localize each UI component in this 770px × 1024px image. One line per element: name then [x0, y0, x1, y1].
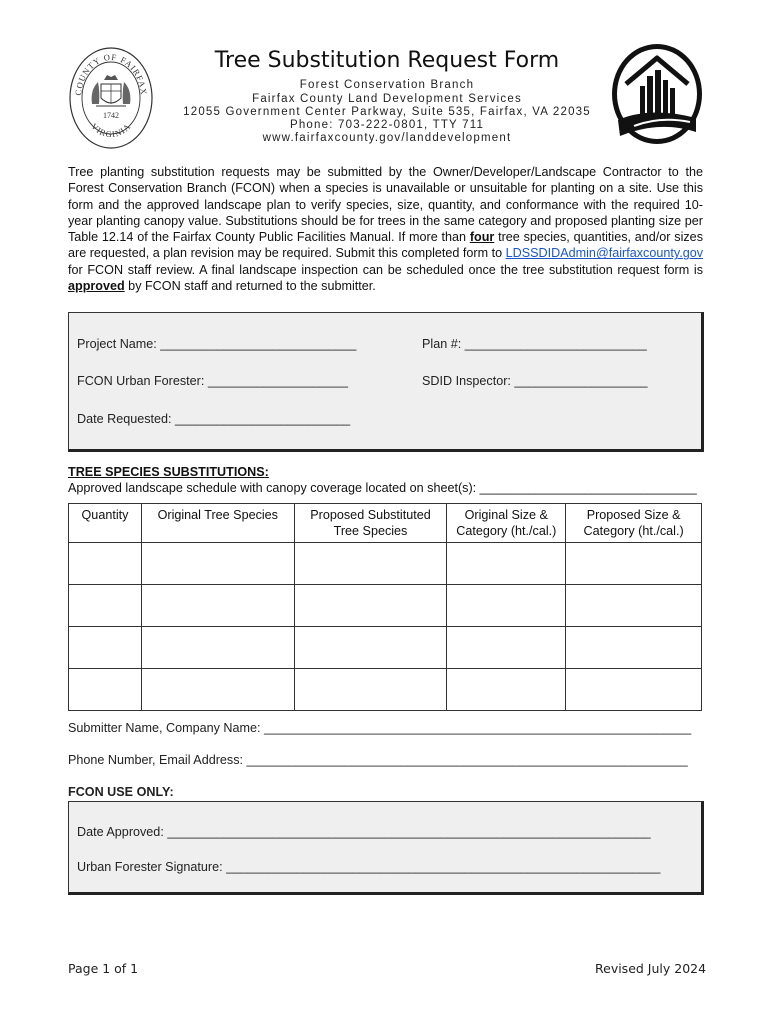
landscape-schedule-sheet-field[interactable]: Approved landscape schedule with canopy coverage located on sheet(s): _______________________________ — [68, 481, 697, 495]
form-title: Tree Substitution Request Form — [214, 48, 560, 73]
fcon-use-only-title: FCON USE ONLY: — [68, 785, 174, 799]
table-cell[interactable] — [69, 627, 142, 669]
intro-text-2: tree species, quantities, and/or sizes are requested, a plan revision may be required. Submit this completed form to — [68, 230, 703, 261]
intro-text-3: for FCON staff review. A final landscape inspection can be scheduled once the tree substitution request form is — [68, 262, 703, 277]
intro-text-1: Tree planting substitution requests may be submitted by the Owner/Developer/Landscape Contractor to the Forest Conservation Branch (FCON) when a species is unavailable or unsuitable for planting on a site. Use this form and the approved landscape plan to verify species, size, quantity, and conformance with the required 10-year planting canopy value. Substitutions should be for trees in the same category and proposed planting size per Table 12.14 of the Fairfax County Public Facilities Manual. If more than — [68, 165, 703, 245]
table-cell[interactable] — [566, 669, 702, 711]
urban-forester-signature-field[interactable]: Urban Forester Signature: ______________________________________________________________ — [77, 860, 661, 874]
branch-name: Forest Conservation Branch — [299, 79, 475, 91]
table-cell[interactable] — [69, 585, 142, 627]
submitter-name-company-field[interactable]: Submitter Name, Company Name: _____________________________________________________________ — [68, 721, 692, 735]
seal-text-top: COUNTY OF FAIRFAX — [72, 51, 150, 96]
submission-email-link[interactable]: LDSSDIDAdmin@fairfaxcounty.gov — [505, 246, 703, 261]
species-section-title — [68, 465, 269, 479]
table-cell[interactable] — [294, 669, 447, 711]
table-cell[interactable] — [294, 543, 447, 585]
website-line: www.fairfaxcounty.gov/landdevelopment — [262, 132, 512, 144]
intro-paragraph — [68, 164, 703, 294]
table-cell[interactable] — [294, 627, 447, 669]
revision-date: Revised July 2024 — [595, 961, 707, 976]
intro-text-4: by FCON staff and returned to the submitter. — [124, 279, 376, 294]
table-cell[interactable] — [566, 543, 702, 585]
table-row — [69, 627, 702, 669]
urban-forester-field[interactable]: FCON Urban Forester: ____________________ — [77, 374, 348, 388]
table-cell[interactable] — [69, 669, 142, 711]
project-name-field[interactable]: Project Name: ____________________________ — [77, 337, 357, 351]
phone-email-field[interactable]: Phone Number, Email Address: _______________________________________________________________ — [68, 753, 688, 767]
table-cell[interactable] — [141, 543, 294, 585]
table-cell[interactable] — [566, 627, 702, 669]
table-cell[interactable] — [294, 585, 447, 627]
table-row — [69, 543, 702, 585]
table-cell[interactable] — [447, 669, 566, 711]
column-quantity: Quantity — [69, 504, 142, 543]
column-proposed-species: Proposed Substituted Tree Species — [294, 504, 447, 543]
county-seal-logo — [68, 46, 154, 150]
table-row — [69, 669, 702, 711]
column-original-species: Original Tree Species — [141, 504, 294, 543]
intro-emphasis-four: four — [469, 230, 495, 245]
sdid-inspector-field[interactable]: SDID Inspector: ___________________ — [422, 374, 648, 388]
date-approved-field[interactable]: Date Approved: _____________________________________________________________________ — [77, 825, 651, 839]
species-section-title-text: TREE SPECIES SUBSTITUTIONS — [68, 465, 265, 479]
land-development-services-logo — [610, 42, 704, 146]
seal-text-bottom: VIRGINIA — [89, 121, 133, 140]
page-number: Page 1 of 1 — [68, 961, 139, 976]
table-cell[interactable] — [141, 627, 294, 669]
seal-year: 1742 — [103, 111, 119, 120]
address-line: 12055 Government Center Parkway, Suite 535, Fairfax, VA 22035 — [183, 106, 591, 118]
svg-text:VIRGINIA — [89, 121, 132, 139]
plan-number-field[interactable]: Plan #: __________________________ — [422, 337, 647, 351]
table-cell[interactable] — [141, 585, 294, 627]
intro-emphasis-approved: approved — [68, 279, 125, 294]
table-cell[interactable] — [141, 669, 294, 711]
table-cell[interactable] — [566, 585, 702, 627]
table-cell[interactable] — [447, 585, 566, 627]
phone-line: Phone: 703-222-0801, TTY 711 — [289, 119, 485, 131]
column-original-size: Original Size & Category (ht./cal.) — [447, 504, 566, 543]
table-cell[interactable] — [447, 627, 566, 669]
table-header-row — [69, 504, 702, 543]
department-name: Fairfax County Land Development Services — [252, 93, 522, 105]
column-proposed-size: Proposed Size & Category (ht./cal.) — [566, 504, 702, 543]
table-cell[interactable] — [69, 543, 142, 585]
table-row — [69, 585, 702, 627]
species-substitution-table — [68, 503, 702, 711]
fcon-use-box — [68, 801, 704, 895]
project-info-box — [68, 312, 704, 452]
table-cell[interactable] — [447, 543, 566, 585]
date-requested-field[interactable]: Date Requested: _________________________ — [77, 412, 351, 426]
species-section-title-colon: : — [264, 465, 269, 479]
